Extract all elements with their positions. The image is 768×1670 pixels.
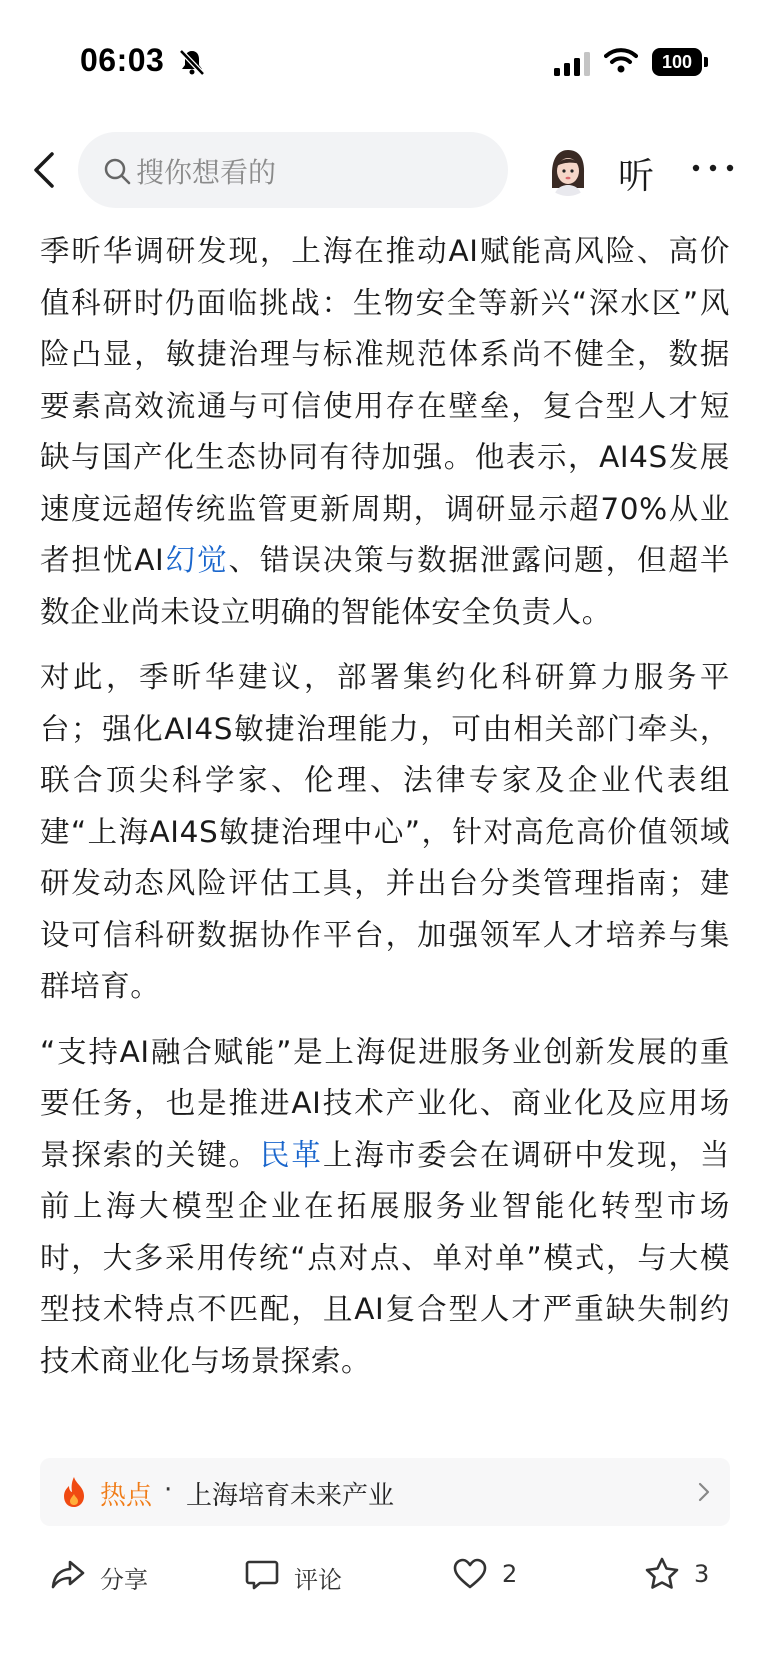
nav-bar [0,130,768,210]
battery-indicator [652,48,708,76]
share-label: 分享 [100,1566,148,1594]
wifi-icon [604,46,638,74]
article-body [40,226,730,1401]
battery-cap [704,57,708,67]
paragraph-text: “支持AI融合赋能”是上海促进服务业创新发展的重要任务，也是推进AI技术产业化、商业化及应用场景探索的关键。 [40,1034,730,1172]
term-link-hallucination[interactable]: 幻觉 [164,543,229,577]
article-paragraph [40,226,730,638]
chevron-right-icon [696,1480,712,1504]
search-icon [102,156,132,186]
term-link-minge[interactable]: 民革 [259,1137,323,1172]
article-paragraph [40,1027,730,1388]
avatar-image [542,144,594,196]
cellular-signal-icon [554,52,590,76]
like-count: 2 [502,1560,518,1588]
star-icon [644,1556,680,1592]
more-icon[interactable] [690,160,736,176]
status-time: 06:03 [80,42,165,78]
search-input[interactable] [78,132,508,208]
paragraph-text: 季昕华调研发现，上海在推动AI赋能高风险、高价值科研时仍面临挑战：生物安全等新兴“深水区”风险凸显，敏捷治理与标准规范体系尚不健全，数据要素高效流通与可信使用存在壁垒，复合型人才短缺与国产化生态协同有待加强。他表示，AI4S发展速度远超传统监管更新周期，调研显示超70%从业者担忧AI [40,234,730,577]
paragraph-text: 上海市委会在调研中发现，当前上海大模型企业在拓展服务业智能化转型市场时，大多采用传统“点对点、单对单”模式，与大模型技术特点不匹配，且AI复合型人才严重缺失制约技术商业化与场景探索。 [40,1137,731,1378]
hot-topic-title: 上海培育未来产业 [186,1481,395,1511]
share-icon [50,1556,86,1592]
hot-separator: · [164,1475,173,1505]
comment-label: 评论 [294,1566,342,1594]
avatar[interactable] [542,144,594,196]
status-bar [0,0,768,120]
flame-icon [60,1476,88,1508]
heart-icon [452,1556,488,1592]
paragraph-text: 、错误决策与数据泄露问题，但超半数企业尚未设立明确的智能体安全负责人。 [40,543,730,629]
hot-label: 热点 [100,1481,153,1511]
bell-muted-icon [178,48,206,76]
hot-topic-bar[interactable] [40,1458,730,1526]
listen-button[interactable]: 听 [618,156,655,197]
battery-level: 100 [652,48,702,76]
favorite-count: 3 [694,1560,710,1588]
search-placeholder: 搜你想看的 [136,156,277,189]
back-arrow-icon[interactable] [30,148,60,192]
article-paragraph: 对此，季昕华建议，部署集约化科研算力服务平台；强化AI4S敏捷治理能力，可由相关部门牵头，联合顶尖科学家、伦理、法律专家及企业代表组建“上海AI4S敏捷治理中心”，针对高危高价值领域研发动态风险评估工具，并出台分类管理指南；建设可信科研数据协作平台，加强领军人才培养与集群培育。 [40,660,730,1003]
action-bar [0,1540,768,1616]
comment-icon [244,1556,280,1592]
